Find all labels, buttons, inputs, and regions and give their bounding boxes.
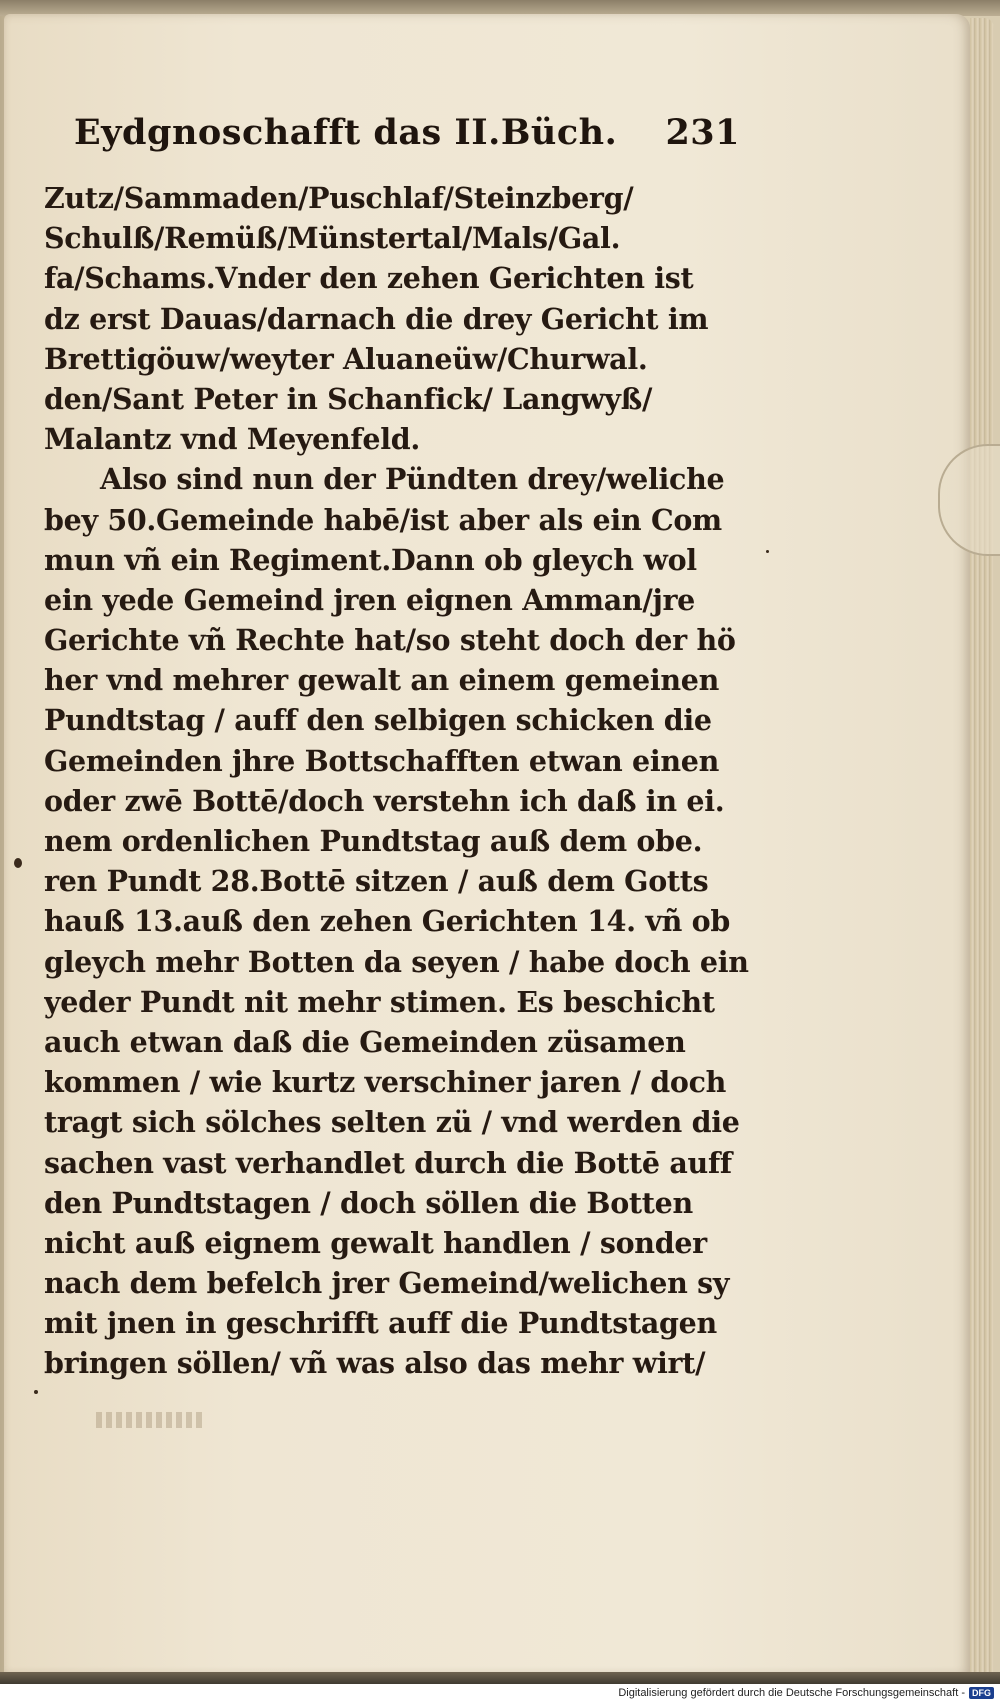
text-line: bey 50.Gemeinde habē/ist aber als ein Com [44, 502, 722, 537]
book-bottom-edge [0, 1672, 1000, 1684]
ink-show-through [96, 1412, 206, 1428]
text-line: Schulß/Remüß/Münstertal/Mals/Gal. [44, 221, 621, 256]
text-line: nem ordenlichen Pundtstag auß dem obe. [44, 824, 703, 858]
text-line: Malantz vnd Meyenfeld. [44, 422, 420, 457]
ink-speck [14, 858, 22, 868]
text-line: mit jnen in geschrifft auff die Pundtstagen [44, 1306, 717, 1341]
text-line: Also sind nun der Pündten drey/weliche [100, 462, 725, 497]
ink-speck [766, 550, 769, 553]
text-line: hauß 13.auß den zehen Gerichten 14. vñ ob [44, 904, 731, 939]
text-line: yeder Pundt nit mehr stimen. Es beschicht [44, 984, 715, 1019]
text-line: ren Pundt 28.Bottē sitzen / auß dem Gotts [44, 864, 709, 899]
text-line: nicht auß eignem gewalt handlen / sonder [44, 1225, 707, 1260]
text-line: mun vñ ein Regiment.Dann ob gleych wol [44, 542, 697, 577]
text-line: den/Sant Peter in Schanfick/ Langwyß/ [44, 381, 653, 416]
text-line: auch etwan daß die Gemeinden züsamen [44, 1024, 686, 1059]
text-line: her vnd mehrer gewalt an einem gemeinen [44, 663, 720, 698]
page-stack-edge [970, 18, 994, 1678]
text-line: Pundtstag / auff den selbigen schicken die [44, 703, 712, 738]
text-line: gleych mehr Botten da seyen / habe doch ein [44, 944, 749, 979]
ink-speck [34, 1390, 38, 1394]
dfg-logo: DFG [969, 1687, 994, 1699]
text-line: dz erst Dauas/darnach die drey Gericht im [44, 301, 709, 336]
running-head-title: Eydgnoschafft das II.Büch. [74, 112, 618, 153]
text-line: Gemeinden jhre Bottschafften etwan einen [44, 743, 720, 778]
text-line: fa/Schams.Vnder den zehen Gerichten ist [44, 261, 694, 296]
footer-credit: Digitalisierung gefördert durch die Deutsche Forschungsgemeinschaft - [618, 1687, 965, 1699]
text-line: bringen söllen/ vñ was also das mehr wirt/ [44, 1346, 706, 1381]
text-line: Zutz/Sammaden/Puschlaf/Steinzberg/ [44, 181, 634, 215]
text-line: Gerichte vñ Rechte hat/so steht doch der hö [44, 623, 736, 658]
page-number: 231 [665, 112, 740, 153]
text-line: kommen / wie kurtz verschiner jaren / doch [44, 1065, 727, 1100]
text-line: nach dem befelch jrer Gemeind/welichen sy [44, 1266, 730, 1301]
text-line: tragt sich sölches selten zü / vnd werden die [44, 1105, 740, 1140]
text-line: den Pundtstagen / doch söllen die Botten [44, 1185, 693, 1220]
running-head [44, 112, 764, 178]
text-line: Brettigöuw/weyter Aluaneüw/Churwal. [44, 341, 648, 376]
text-line: oder zwē Bottē/doch verstehn ich daß in ei. [44, 783, 725, 818]
text-line: ein yede Gemeind jren eignen Amman/jre [44, 582, 696, 617]
digitization-footer [0, 1684, 1000, 1702]
text-line: sachen vast verhandlet durch die Bottē auff [44, 1145, 732, 1180]
body-text [44, 178, 764, 1384]
text-block [44, 112, 764, 1384]
